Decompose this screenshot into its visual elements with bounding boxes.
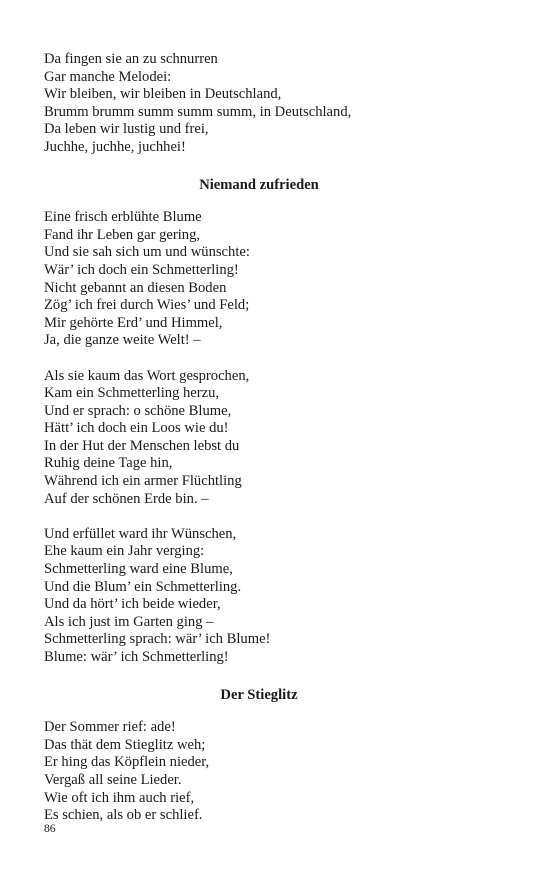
stanza-gap xyxy=(44,508,474,526)
verse-line: Es schien, als ob er schlief. xyxy=(44,807,203,824)
verse-line: Vergaß all seine Lieder. xyxy=(44,771,182,788)
verse-line: Der Sommer rief: ade! xyxy=(44,719,176,736)
verse-line: Blume: wär’ ich Schmetterling! xyxy=(44,649,229,665)
verse-line: Hätt’ ich doch ein Loos wie du! xyxy=(44,420,229,437)
verse-line: Wir bleiben, wir bleiben in Deutschland, xyxy=(44,86,282,103)
verse-line: Schmetterling ward eine Blume, xyxy=(44,561,233,578)
verse-line: Das thät dem Stieglitz weh; xyxy=(44,736,206,753)
verse-line: Ruhig deine Tage hin, xyxy=(44,455,173,472)
stanza-gap xyxy=(44,350,474,368)
verse-line: Gar manche Melodei: xyxy=(44,68,172,85)
verse-line: Und da hört’ ich beide wieder, xyxy=(44,596,221,613)
poem-title: Der Stieglitz xyxy=(220,686,298,703)
verse-line: Eine frisch erblühte Blume xyxy=(44,209,202,226)
verse-line: Schmetterling sprach: wär’ ich Blume! xyxy=(44,631,271,648)
verse-line: Er hing das Köpflein nieder, xyxy=(44,754,210,771)
verse-line: Ja, die ganze weite Welt! – xyxy=(44,332,201,349)
stanza xyxy=(44,368,474,509)
verse-line: Auf der schönen Erde bin. – xyxy=(44,490,209,507)
verse-line: Da leben wir lustig und frei, xyxy=(44,121,209,138)
verse-line: Juchhe, juchhe, juchhei! xyxy=(44,138,186,155)
verse-line: Nicht gebannt an diesen Boden xyxy=(44,279,227,296)
verse-line: Und erfüllet ward ihr Wünschen, xyxy=(44,525,237,542)
book-page xyxy=(44,51,474,825)
stanza xyxy=(44,209,474,350)
verse-line: Und er sprach: o schöne Blume, xyxy=(44,402,232,419)
verse-line: Wie oft ich ihm auch rief, xyxy=(44,789,195,806)
verse-line: Und sie sah sich um und wünschte: xyxy=(44,244,250,261)
verse-line: Kam ein Schmetterling herzu, xyxy=(44,385,220,402)
verse-line: Und die Blum’ ein Schmetterling. xyxy=(44,578,242,595)
verse-line: Als sie kaum das Wort gesprochen, xyxy=(44,367,250,384)
page-number: 86 xyxy=(44,823,56,835)
stanza xyxy=(44,526,474,667)
verse-line: Zög’ ich frei durch Wies’ und Feld; xyxy=(44,297,250,314)
verse-line: Brumm brumm summ summ summ, in Deutschland, xyxy=(44,103,352,120)
stanza-continued xyxy=(44,51,474,157)
stanza xyxy=(44,719,474,825)
verse-line: Als ich just im Garten ging – xyxy=(44,613,214,630)
verse-line: Ehe kaum ein Jahr verging: xyxy=(44,543,205,560)
verse-line: Mir gehörte Erd’ und Himmel, xyxy=(44,314,223,331)
verse-line: In der Hut der Menschen lebst du xyxy=(44,437,240,454)
poem-title: Niemand zufrieden xyxy=(199,176,319,193)
verse-line: Fand ihr Leben gar gering, xyxy=(44,226,201,243)
verse-line: Da fingen sie an zu schnurren xyxy=(44,51,218,67)
verse-line: Wär’ ich doch ein Schmetterling! xyxy=(44,261,239,278)
verse-line: Während ich ein armer Flüchtling xyxy=(44,473,242,490)
